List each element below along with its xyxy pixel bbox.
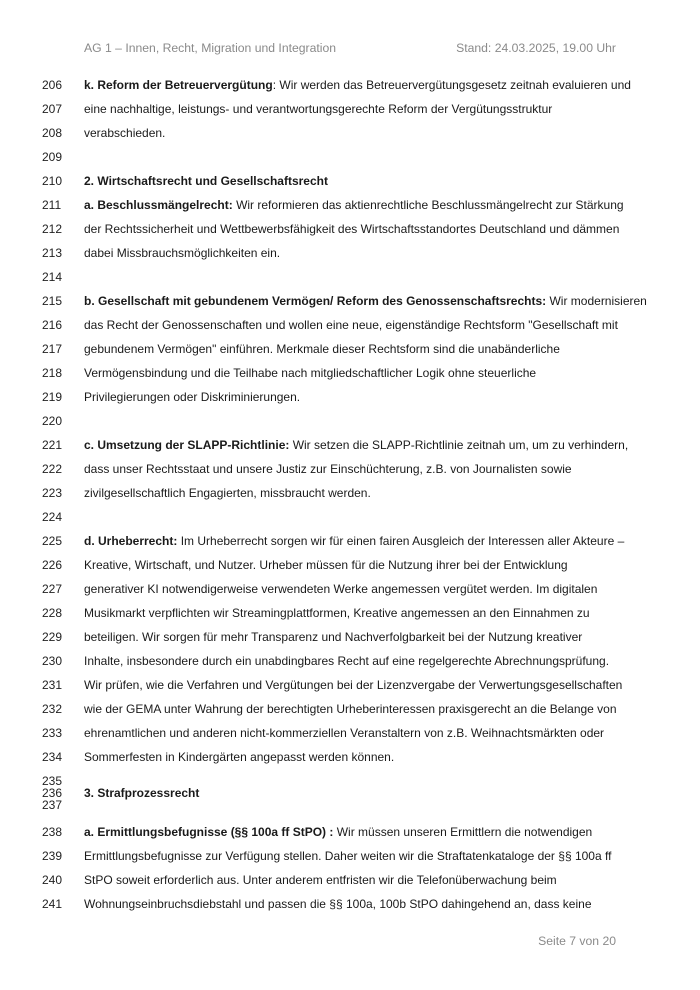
document-line xyxy=(42,787,616,799)
line-number: 215 xyxy=(42,294,63,308)
document-line xyxy=(42,247,616,259)
document-line xyxy=(42,198,624,212)
page-number: Seite 7 von 20 xyxy=(538,934,616,948)
line-text xyxy=(84,175,616,187)
line-text xyxy=(84,199,624,211)
line-text xyxy=(84,319,618,331)
line-body: dabei Missbrauchsmöglichkeiten ein. xyxy=(84,246,281,260)
line-body: StPO soweit erforderlich aus. Unter anderem entfristen wir die Telefonüberwachung beim xyxy=(84,873,557,887)
document-line xyxy=(42,127,616,139)
line-body: Wohnungseinbruchsdiebstahl und passen die §§ 100a, 100b StPO dahingehend an, dass keine xyxy=(84,897,592,911)
line-body: Privilegierungen oder Diskriminierungen. xyxy=(84,390,301,404)
line-text xyxy=(84,703,617,715)
line-text xyxy=(84,535,624,547)
document-line xyxy=(42,631,616,643)
document-line xyxy=(42,294,647,308)
line-body: Ermittlungsbefugnisse zur Verfügung stellen. Daher weiten wir die Straftatenkataloge der §§ 100a ff xyxy=(84,849,612,863)
line-body: Wir reformieren das aktienrechtliche Beschlussmängelrecht zur Stärkung xyxy=(232,198,624,212)
line-body: : Wir werden das Betreuervergütungsgesetz zeitnah evaluieren und xyxy=(272,78,631,92)
document-line xyxy=(42,391,616,403)
document-line xyxy=(42,727,616,739)
line-body: Wir setzen die SLAPP-Richtlinie zeitnah um, um zu verhindern, xyxy=(289,438,629,452)
line-text xyxy=(84,439,628,451)
line-number: 221 xyxy=(42,438,63,452)
line-text xyxy=(84,727,616,739)
line-number: 236 xyxy=(42,786,63,800)
line-body: dass unser Rechtsstaat und unsere Justiz zur Einschüchterung, z.B. von Journalisten sowie xyxy=(84,462,572,476)
line-text xyxy=(84,343,616,355)
line-number: 228 xyxy=(42,606,63,620)
line-text xyxy=(84,850,616,862)
header-date: Stand: 24.03.2025, 19.00 Uhr xyxy=(456,41,616,55)
document-line xyxy=(42,222,620,236)
line-number: 224 xyxy=(42,510,63,524)
line-heading: a. Ermittlungsbefugnisse (§§ 100a ff StPO) : xyxy=(84,825,334,839)
line-heading: c. Umsetzung der SLAPP-Richtlinie: xyxy=(84,438,290,452)
document-line xyxy=(42,534,625,548)
document-line xyxy=(42,583,616,595)
line-number: 240 xyxy=(42,873,63,887)
document-line xyxy=(42,826,616,838)
line-body: das Recht der Genossenschaften und wollen eine neue, eigenständige Rechtsform "Gesellschaft mit xyxy=(84,318,618,332)
document-line xyxy=(42,751,616,763)
document-line xyxy=(42,487,616,499)
line-number: 208 xyxy=(42,126,63,140)
line-text xyxy=(84,874,616,886)
line-number: 222 xyxy=(42,462,63,476)
document-line xyxy=(42,703,616,715)
line-body: Wir modernisieren xyxy=(546,294,647,308)
document-line xyxy=(42,511,616,523)
line-number: 227 xyxy=(42,582,63,596)
document-line xyxy=(42,799,616,811)
line-body: Inhalte, insbesondere durch ein unabdingbares Recht auf eine regelgerechte Abrechnungsprüfung. xyxy=(84,654,610,668)
line-body: wie der GEMA unter Wahrung der berechtigten Urheberinteressen praxisgerecht an die Belange von xyxy=(84,702,617,716)
line-body: gebundenem Vermögen" einführen. Merkmale dieser Rechtsform sind die unabänderliche xyxy=(84,342,560,356)
line-number: 229 xyxy=(42,630,63,644)
line-number: 231 xyxy=(42,678,63,692)
line-number: 213 xyxy=(42,246,63,260)
document-line xyxy=(42,874,616,886)
line-number: 209 xyxy=(42,150,63,164)
line-heading: 3. Strafprozessrecht xyxy=(84,786,200,800)
line-text xyxy=(84,826,616,838)
line-text xyxy=(84,295,647,307)
line-text xyxy=(84,898,616,910)
line-number: 219 xyxy=(42,390,63,404)
line-body: Vermögensbindung und die Teilhabe nach mitgliedschaftlicher Logik ohne steuerliche xyxy=(84,366,537,380)
document-line xyxy=(42,103,616,115)
line-number: 220 xyxy=(42,414,63,428)
line-text xyxy=(84,487,616,499)
document-line xyxy=(42,463,616,475)
line-body: Im Urheberrecht sorgen wir für einen fairen Ausgleich der Interessen aller Akteure – xyxy=(177,534,625,548)
line-heading: 2. Wirtschaftsrecht und Gesellschaftsrecht xyxy=(84,174,328,188)
line-heading: b. Gesellschaft mit gebundenem Vermögen/ Reform des Genossenschaftsrechts: xyxy=(84,294,547,308)
line-number: 218 xyxy=(42,366,63,380)
line-body: verabschieden. xyxy=(84,126,166,140)
line-number: 223 xyxy=(42,486,63,500)
document-line xyxy=(42,678,623,692)
document-line xyxy=(42,367,616,379)
document-line xyxy=(42,655,616,667)
document-line xyxy=(42,607,616,619)
line-body: Sommerfesten in Kindergärten angepasst werden können. xyxy=(84,750,395,764)
line-text xyxy=(84,655,616,667)
line-text xyxy=(84,247,616,259)
line-text xyxy=(84,103,616,115)
line-text xyxy=(84,223,619,235)
line-body: generativer KI notwendigerweise verwendeten Werke angemessen vergütet werden. Im digitalen xyxy=(84,582,598,596)
line-text xyxy=(84,79,631,91)
line-number: 216 xyxy=(42,318,63,332)
document-line xyxy=(42,78,631,92)
line-body: eine nachhaltige, leistungs- und verantwortungsgerechte Reform der Vergütungsstruktur xyxy=(84,102,553,116)
document-line xyxy=(42,559,616,571)
line-number: 214 xyxy=(42,270,63,284)
line-body: der Rechtssicherheit und Wettbewerbsfähigkeit des Wirtschaftsstandortes Deutschland und dämmen xyxy=(84,222,620,236)
document-line xyxy=(42,850,616,862)
line-text xyxy=(84,391,616,403)
line-number: 225 xyxy=(42,534,63,548)
page-header xyxy=(84,41,616,55)
line-number: 238 xyxy=(42,825,63,839)
line-text xyxy=(84,367,616,379)
document-line xyxy=(42,415,616,427)
line-heading: d. Urheberrecht: xyxy=(84,534,178,548)
line-number: 232 xyxy=(42,702,63,716)
line-text xyxy=(84,679,622,691)
line-text xyxy=(84,607,616,619)
line-number: 217 xyxy=(42,342,63,356)
line-body: Wir prüfen, wie die Verfahren und Vergütungen bei der Lizenzvergabe der Verwertungsgesellschaften xyxy=(84,678,623,692)
line-number: 234 xyxy=(42,750,63,764)
line-number: 207 xyxy=(42,102,63,116)
line-body: Wir müssen unseren Ermittlern die notwendigen xyxy=(333,825,593,839)
line-number: 226 xyxy=(42,558,63,572)
line-text xyxy=(84,751,616,763)
line-text xyxy=(84,631,616,643)
line-number: 210 xyxy=(42,174,63,188)
line-number: 212 xyxy=(42,222,63,236)
line-body: Musikmarkt verpflichten wir Streamingplattformen, Kreative angemessen an den Einnahmen zu xyxy=(84,606,590,620)
document-line xyxy=(42,151,616,163)
line-number: 241 xyxy=(42,897,63,911)
line-text xyxy=(84,787,616,799)
line-text xyxy=(84,463,616,475)
line-number: 206 xyxy=(42,78,63,92)
line-text xyxy=(84,583,616,595)
document-line xyxy=(42,438,629,452)
line-heading: k. Reform der Betreuervergütung xyxy=(84,78,273,92)
line-number: 237 xyxy=(42,798,63,812)
document-line xyxy=(42,898,616,910)
line-body: Kreative, Wirtschaft, und Nutzer. Urheber müssen für die Nutzung ihrer bei der Entwicklung xyxy=(84,558,568,572)
header-title: AG 1 – Innen, Recht, Migration und Integration xyxy=(84,41,337,55)
line-body: beteiligen. Wir sorgen für mehr Transparenz und Nachverfolgbarkeit bei der Nutzung kreativer xyxy=(84,630,583,644)
line-body: zivilgesellschaftlich Engagierten, missbraucht werden. xyxy=(84,486,371,500)
line-text xyxy=(84,127,616,139)
line-number: 239 xyxy=(42,849,63,863)
document-line xyxy=(42,175,616,187)
line-heading: a. Beschlussmängelrecht: xyxy=(84,198,233,212)
line-number: 230 xyxy=(42,654,63,668)
document-line xyxy=(42,319,616,331)
document-line xyxy=(42,343,616,355)
line-body: ehrenamtlichen und anderen nicht-kommerziellen Veranstaltern von z.B. Weihnachtsmärkten oder xyxy=(84,726,605,740)
line-number: 233 xyxy=(42,726,63,740)
document-line xyxy=(42,271,616,283)
line-text xyxy=(84,559,616,571)
line-number: 235 xyxy=(42,774,63,788)
line-number: 211 xyxy=(42,198,62,212)
